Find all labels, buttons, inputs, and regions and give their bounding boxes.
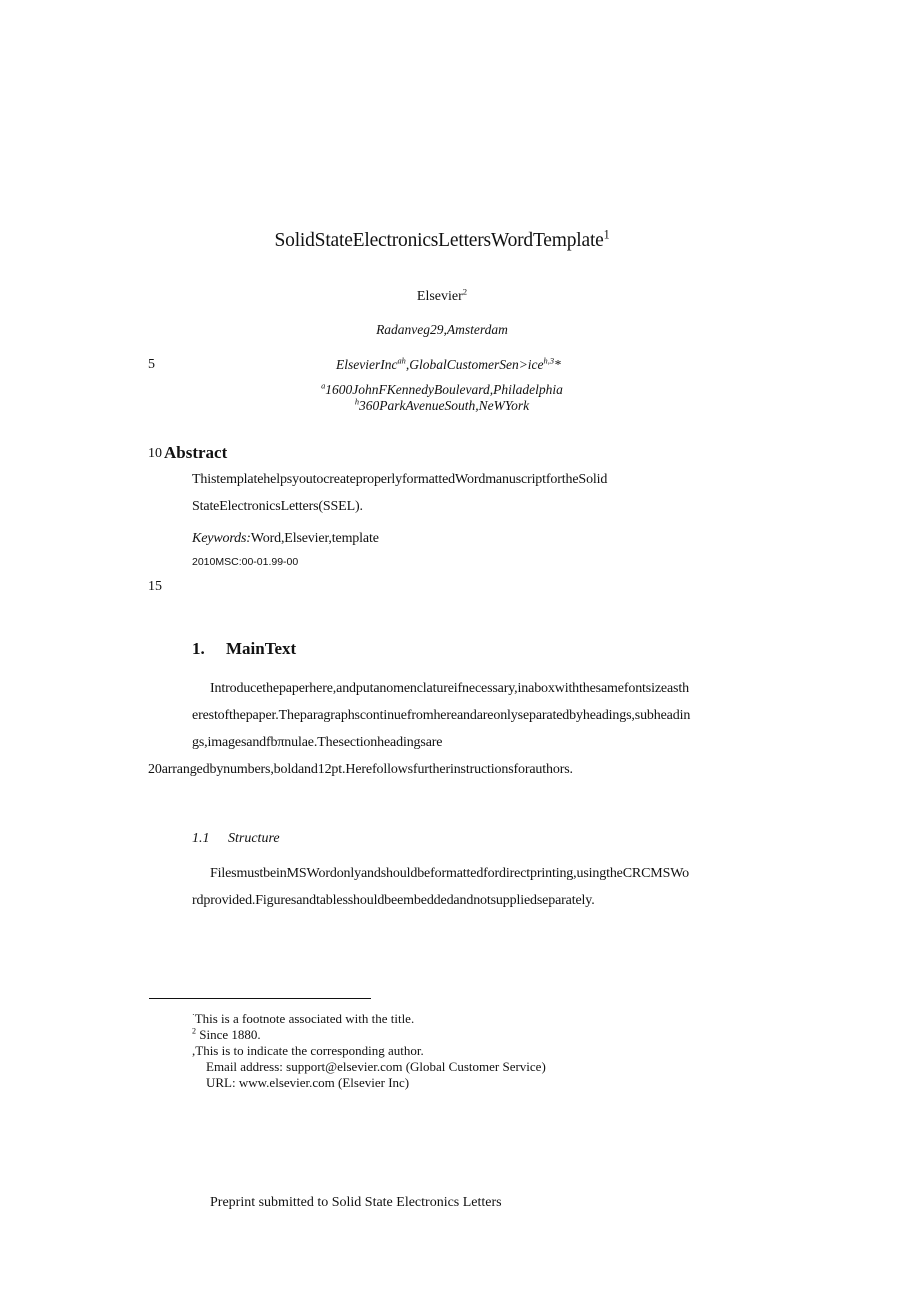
footnote-1-text: This is a footnote associated with the title. <box>194 1011 415 1026</box>
keywords-line <box>192 531 379 547</box>
footnote-3-text: This is to indicate the corresponding author. <box>195 1043 424 1058</box>
subsection-1-1-number: 1.1 <box>192 831 210 846</box>
section-1-line-1: Introducethepaperhere,andputanomenclatureifnecessary,inaboxwiththesamefontsizeasth <box>210 681 689 696</box>
footnote-1-mark: · <box>192 1010 195 1020</box>
keywords-list: Word,Elsevier,template <box>250 531 379 546</box>
line-number-5: 5 <box>148 357 155 372</box>
abstract-line-2: StateElectronicsLetters(SSEL). <box>192 499 363 514</box>
affiliation-2 <box>336 357 561 373</box>
author-footnote-mark: 2 <box>462 286 468 297</box>
footnote-2-mark: 2 <box>192 1026 197 1036</box>
footnote-3 <box>192 1043 424 1059</box>
footnote-url: URL: www.elsevier.com (Elsevier Inc) <box>206 1075 410 1090</box>
section-1-line-3: gs,imagesandfbπnulae.Thesectionheadingsare <box>192 735 443 750</box>
section-1-line-4 <box>148 762 573 778</box>
footnote-3-mark: , <box>192 1043 196 1058</box>
author <box>0 286 884 305</box>
subsection-1-1-title: Structure <box>228 831 280 846</box>
abstract-line-1: ThistemplatehelpsyoutocreateproperlyformattedWordmanuscriptfortheSolid <box>192 472 608 487</box>
line-number-15: 15 <box>148 579 162 594</box>
preprint-notice: Preprint submitted to Solid State Electronics Letters <box>210 1195 502 1210</box>
affiliation-4-text: 360ParkAvenueSouth,NeWYork <box>359 398 530 413</box>
affiliation-4-mark: h <box>354 397 360 407</box>
subsection-1-1-line-1: FilesmustbeinMSWordonlyandshouldbeformattedfordirectprinting,usingtheCRCMSWo <box>210 866 690 881</box>
section-1-line-2: erestofthepaper.Theparagraphscontinuefromhereandareonlyseparatedbyheadings,subheadin <box>192 708 691 723</box>
affiliation-2-separator: , <box>405 357 410 372</box>
section-1-title: MainText <box>226 639 297 658</box>
affiliation-2-text-b: GlobalCustomerSen>ice <box>409 357 544 372</box>
keywords-label: Keywords: <box>192 531 251 546</box>
affiliation-3-mark: a <box>321 381 326 391</box>
author-name: Elsevier <box>416 289 463 304</box>
affiliation-3 <box>0 382 884 398</box>
affiliation-2-mark-b: h,3 <box>543 356 554 366</box>
footnote-2-text: Since 1880. <box>199 1027 261 1042</box>
msc-codes: 2010MSC:00-01.99-00 <box>192 556 299 568</box>
abstract-heading: Abstract <box>164 443 228 462</box>
affiliation-3-text: 1600JohnFKennedyBoulevard,Philadelphia <box>325 382 563 397</box>
subsection-1-1-line-2: rdprovided.Figuresandtablesshouldbeembeddedandnotsuppliedseparately. <box>192 893 595 908</box>
affiliation-1: Radanveg29,Amsterdam <box>376 322 508 337</box>
paper-title <box>0 227 884 252</box>
section-1-number: 1. <box>192 639 205 658</box>
affiliation-4 <box>0 398 884 414</box>
affiliation-2-mark: ah <box>397 356 406 366</box>
section-1-line-4-text: arrangedbynumbers,boldand12pt.Herefollowsfurtherinstructionsforauthors. <box>161 762 573 777</box>
footnote-email: Email address: support@elsevier.com (Global Customer Service) <box>206 1059 546 1074</box>
footnote-2 <box>192 1027 261 1043</box>
footnote-separator <box>149 998 371 999</box>
affiliation-2-text: ElsevierInc <box>336 357 398 372</box>
footnote-1 <box>192 1011 414 1027</box>
line-number-10: 10 <box>148 446 162 461</box>
corresponding-star: * <box>554 357 561 372</box>
paper-title-text: SolidStateElectronicsLettersWordTemplate <box>274 230 604 251</box>
title-footnote-mark: 1 <box>603 227 610 242</box>
line-number-20: 20 <box>148 762 162 777</box>
